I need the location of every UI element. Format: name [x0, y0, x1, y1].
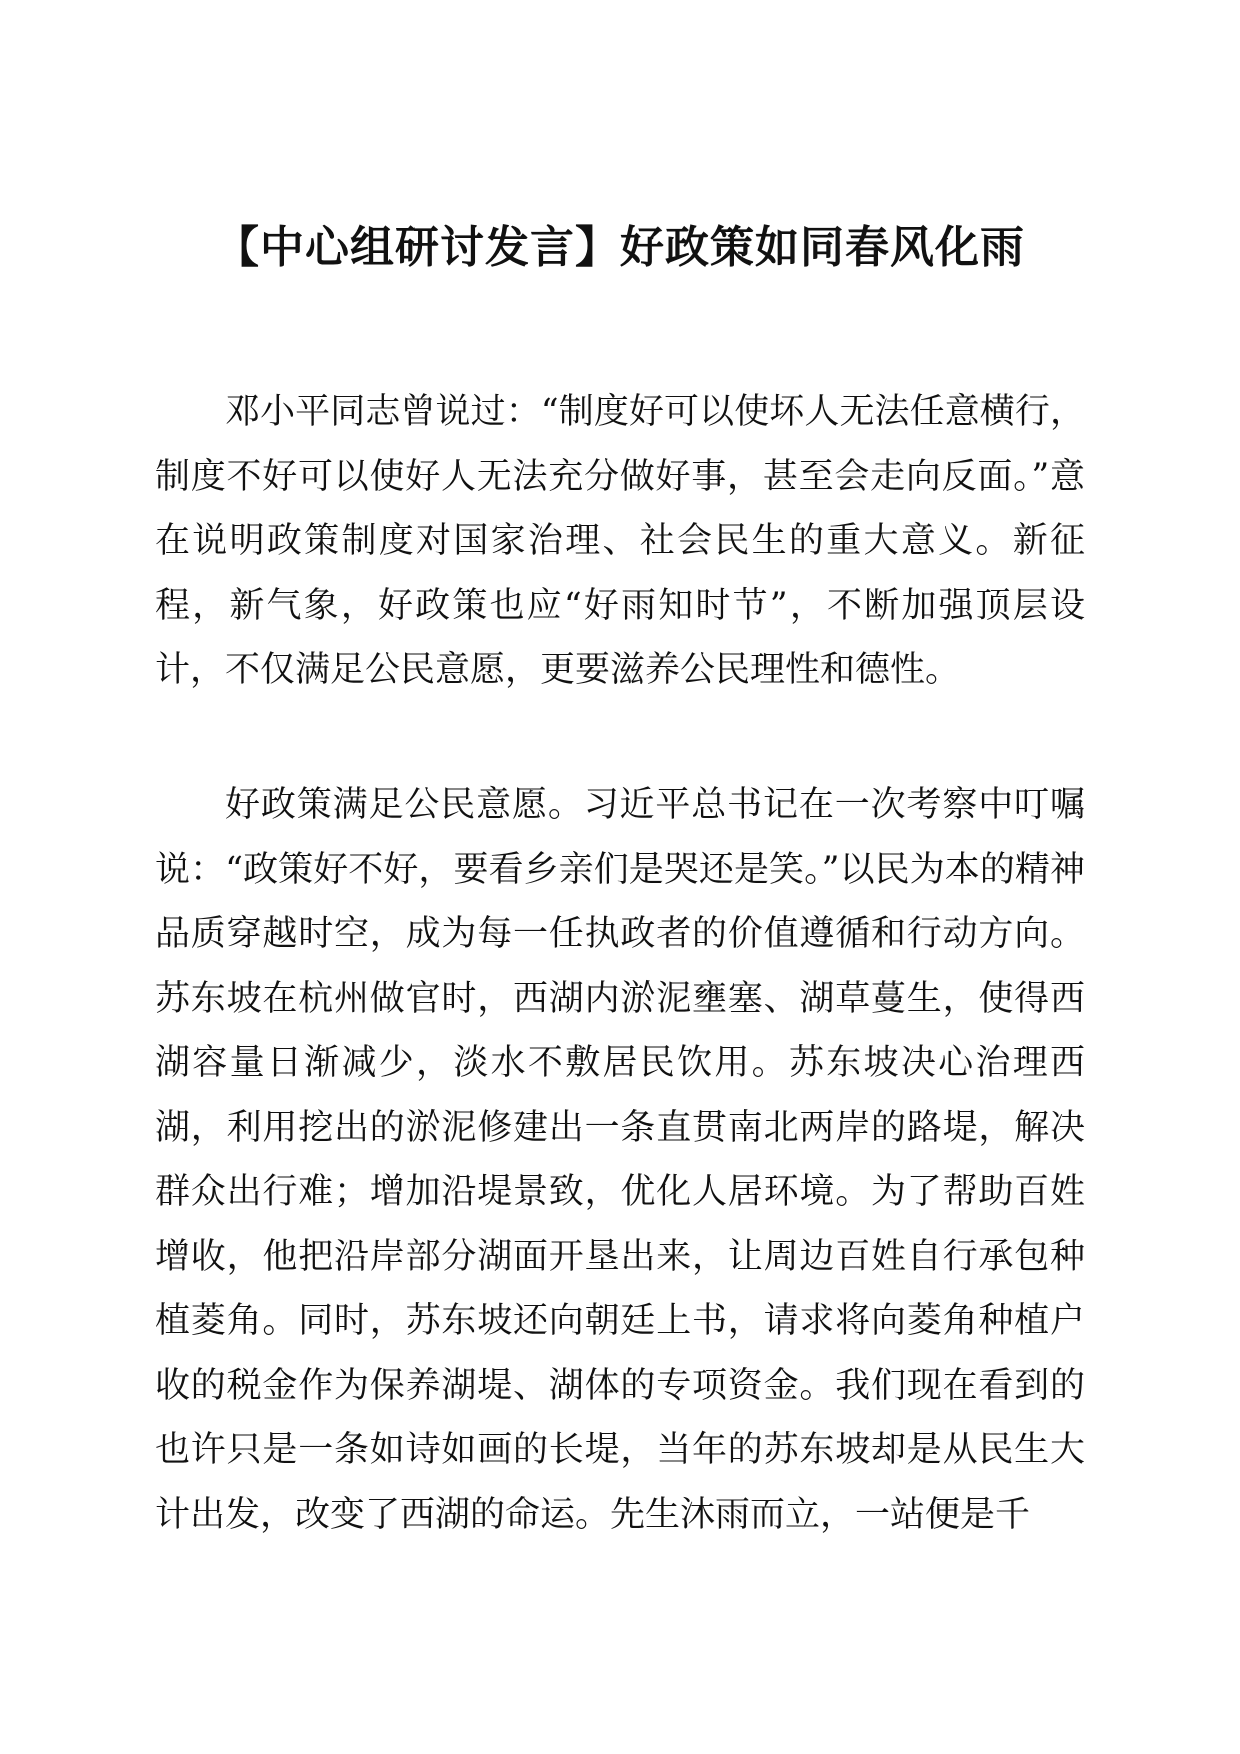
paragraph-1: 邓小平同志曾说过：“制度好可以使坏人无法任意横行，制度不好可以使好人无法充分做好事，甚至会走向反面。”意在说明政策制度对国家治理、社会民生的重大意义。新征程，新气象，好政策也应“好雨知时节”，不断加强顶层设计，不仅满足公民意愿，更要滋养公民理性和德性。	[155, 392, 1085, 690]
paragraph-2: 好政策满足公民意愿。习近平总书记在一次考察中叮嘱说：“政策好不好，要看乡亲们是哭还是笑。”以民为本的精神品质穿越时空，成为每一任执政者的价值遵循和行动方向。苏东坡在杭州做官时，西湖内淤泥壅塞、湖草蔓生，使得西湖容量日渐减少，淡水不敷居民饮用。苏东坡决心治理西湖，利用挖出的淤泥修建出一条直贯南北两岸的路堤，解决群众出行难；增加沿堤景致，优化人居环境。为了帮助百姓增收，他把沿岸部分湖面开垦出来，让周边百姓自行承包种植菱角。同时，苏东坡还向朝廷上书，请求将向菱角种植户收的税金作为保养湖堤、湖体的专项资金。我们现在看到的也许只是一条如诗如画的长堤，当年的苏东坡却是从民生大计出发，改变了西湖的命运。先生沐雨而立，一站便是千	[155, 785, 1085, 1535]
document-title: 【中心组研讨发言】好政策如同春风化雨	[215, 222, 1025, 273]
